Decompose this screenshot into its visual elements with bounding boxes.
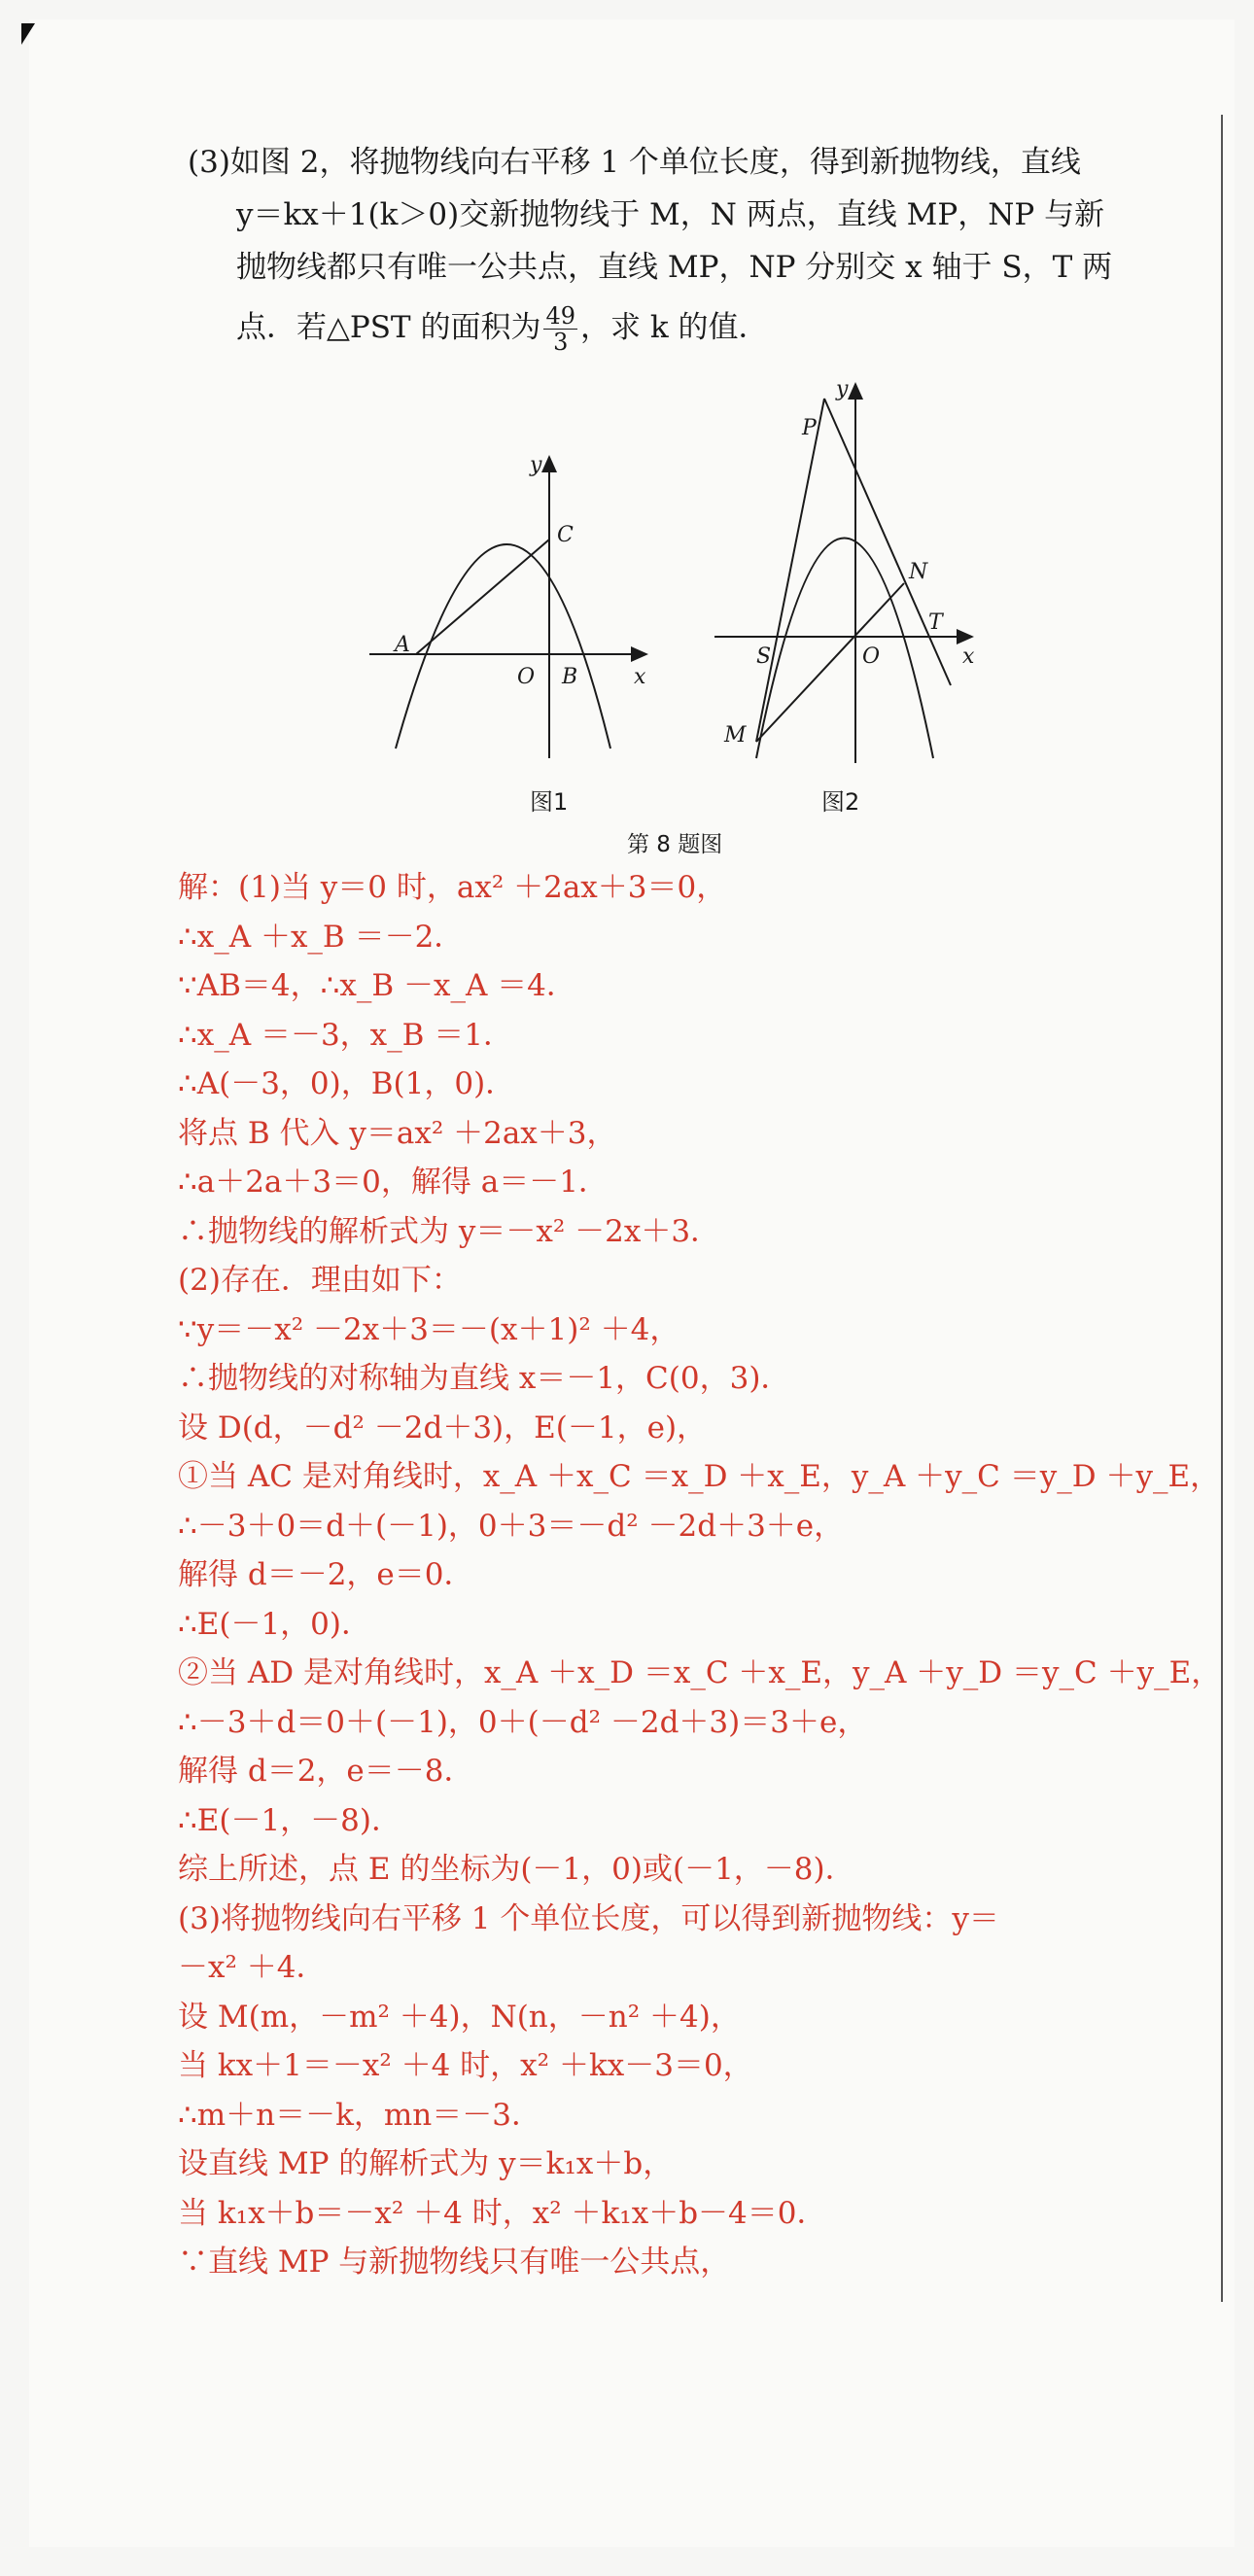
fraction-denominator: 3	[553, 329, 569, 356]
problem-line-last	[188, 301, 1199, 355]
figure-1-caption: 图1	[530, 788, 569, 816]
solution-line: ∴E(－1，0)．	[178, 1606, 371, 1642]
fig2-label-s: S	[756, 644, 772, 669]
area-fraction	[543, 303, 577, 355]
fig2-label-o: O	[862, 644, 881, 669]
fig2-label-x: x	[962, 644, 975, 669]
figure-2-labels	[723, 377, 975, 748]
figures	[350, 374, 1030, 870]
problem-line: (3)如图 2，将抛物线向右平移 1 个单位长度，得到新抛物线，直线	[188, 145, 1081, 180]
solution-line: 设直线 MP 的解析式为 y＝k₁x＋b，	[178, 2146, 674, 2181]
solution-line: ∴－3＋0＝d＋(－1)，0＋3＝－d² －2d＋3＋e，	[178, 1508, 845, 1544]
fig2-line-mp	[756, 399, 824, 742]
solution-line: ∴x_A ＋x_B ＝－2．	[178, 919, 465, 955]
figures-caption: 第 8 题图	[627, 832, 723, 857]
problem-text: ，求 k 的值．	[580, 310, 769, 345]
fig1-label-o: O	[517, 665, 536, 689]
solution-line: ∵直线 MP 与新抛物线只有唯一公共点，	[178, 2245, 731, 2280]
solution	[178, 863, 1222, 2287]
fig1-label-b: B	[562, 665, 578, 689]
fraction-numerator: 49	[545, 302, 576, 330]
fig1-parabola	[396, 544, 610, 748]
solution-line: －x² ＋4．	[178, 1950, 327, 1985]
corner-crop-mark	[21, 23, 35, 45]
solution-line: ∵y＝－x² －2x＋3＝－(x＋1)² ＋4，	[178, 1311, 680, 1347]
solution-line: 解得 d＝－2，e＝0．	[178, 1557, 474, 1592]
solution-line: (2)存在．理由如下：	[178, 1263, 462, 1298]
fig2-label-p: P	[802, 416, 817, 440]
problem-statement	[188, 136, 1199, 355]
problem-line: y＝kx＋1(k＞0)交新抛物线于 M，N 两点，直线 MP，NP 与新	[236, 197, 1105, 232]
figure-2-caption: 图2	[821, 788, 860, 816]
fig2-line-np	[824, 399, 951, 685]
solution-line: ∴－3＋d＝0＋(－1)，0＋(－d² －2d＋3)＝3＋e，	[178, 1704, 868, 1740]
solution-line: ∴x_A ＝－3，x_B ＝1．	[178, 1017, 514, 1053]
problem-text: 点．若△PST 的面积为	[236, 310, 541, 345]
solution-line: ∴a＋2a＋3＝0，解得 a＝－1．	[178, 1165, 609, 1200]
solution-line: ①当 AC 是对角线时，x_A ＋x_C ＝x_D ＋x_E，y_A ＋y_C ＝y_D ＋y_E，	[178, 1459, 1221, 1494]
right-margin-rule	[1221, 115, 1223, 2302]
solution-line: 设 M(m，－m² ＋4)，N(n，－n² ＋4)，	[178, 1999, 741, 2035]
solution-line: 当 k₁x＋b＝－x² ＋4 时，x² ＋k₁x＋b－4＝0．	[178, 2195, 827, 2231]
solution-line: 综上所述，点 E 的坐标为(－1，0)或(－1，－8)．	[178, 1852, 855, 1887]
figure-1	[369, 457, 646, 758]
solution-line: ∴E(－1，－8)．	[178, 1802, 401, 1838]
problem-line: 抛物线都只有唯一公共点，直线 MP，NP 分别交 x 轴于 S，T 两	[236, 250, 1113, 285]
fig2-label-n: N	[909, 560, 928, 584]
fig2-label-y: y	[836, 377, 849, 401]
fig1-line-ac	[416, 540, 549, 654]
solution-line: 解得 d＝2，e＝－8．	[178, 1754, 474, 1789]
figure-2	[714, 384, 972, 763]
solution-line: ∴m＋n＝－k，mn＝－3．	[178, 2097, 541, 2133]
solution-line: ∴A(－3，0)，B(1，0)．	[178, 1066, 516, 1101]
solution-line: ∵AB＝4，∴x_B －x_A ＝4．	[178, 968, 576, 1003]
fig1-label-x: x	[634, 665, 646, 689]
solution-line: ②当 AD 是对角线时，x_A ＋x_D ＝x_C ＋x_E，y_A ＋y_D ＝y_C ＋y_E，	[178, 1655, 1222, 1690]
solution-line: (3)将抛物线向右平移 1 个单位长度，可以得到新抛物线：y＝	[178, 1900, 999, 1936]
fig1-label-a: A	[395, 633, 410, 657]
fig2-label-t: T	[928, 610, 943, 635]
solution-line: 当 kx＋1＝－x² ＋4 时，x² ＋kx－3＝0，	[178, 2048, 753, 2083]
fig1-label-y: y	[530, 453, 542, 477]
figures-svg	[350, 374, 1030, 870]
solution-line: 将点 B 代入 y＝ax² ＋2ax＋3，	[178, 1115, 617, 1151]
solution-line: ∴抛物线的对称轴为直线 x＝－1，C(0，3)．	[178, 1361, 791, 1396]
solution-line: 解：(1)当 y＝0 时，ax² ＋2ax＋3＝0，	[178, 870, 727, 905]
fig1-label-c: C	[557, 523, 574, 547]
fig2-label-m: M	[724, 723, 747, 748]
solution-line: 设 D(d，－d² －2d＋3)，E(－1，e)，	[178, 1410, 708, 1445]
solution-line: ∴抛物线的解析式为 y＝－x² －2x＋3．	[178, 1213, 721, 1249]
